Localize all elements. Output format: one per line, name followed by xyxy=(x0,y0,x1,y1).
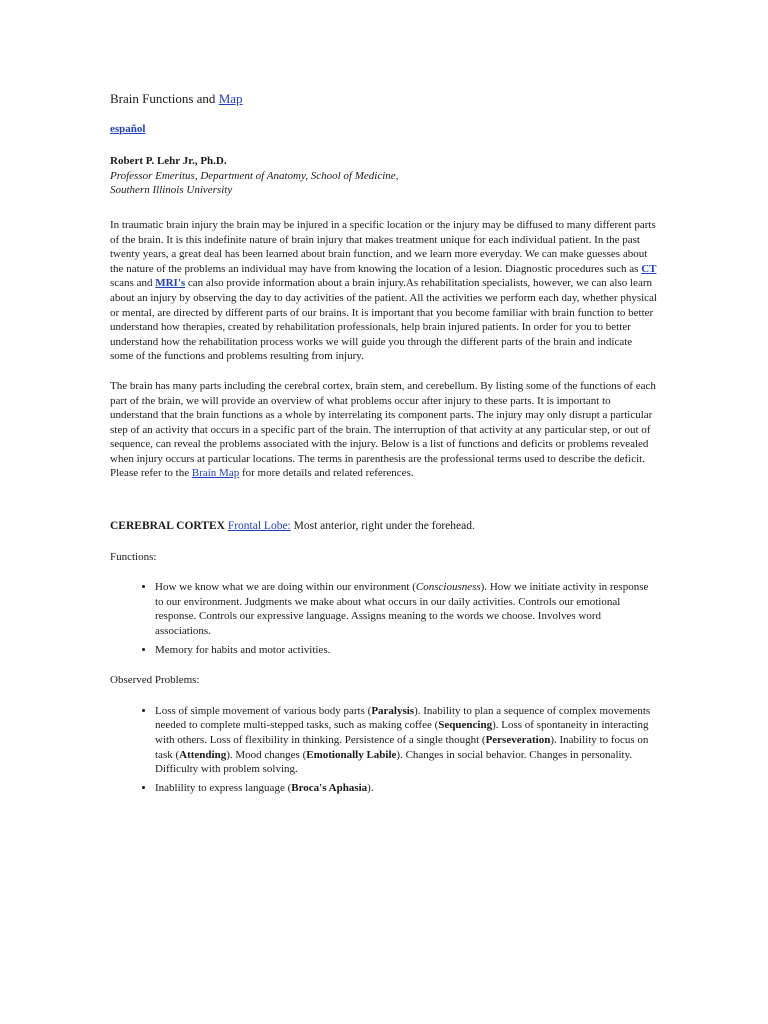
item-text: ). xyxy=(367,781,374,794)
term-perseveration: Perseveration xyxy=(485,734,551,746)
intro-text-2: scans and xyxy=(110,277,156,290)
author-name: Robert P. Lehr Jr., Ph.D. xyxy=(110,155,227,168)
term-paralysis: Paralysis xyxy=(371,704,415,717)
overview-paragraph xyxy=(110,379,658,481)
term-sequencing: Sequencing xyxy=(438,719,493,732)
page-title xyxy=(110,92,658,107)
item-text: Loss of simple movement of various body parts ( xyxy=(155,704,372,717)
frontal-lobe-link[interactable]: Frontal Lobe: xyxy=(227,520,291,533)
espanol-link[interactable]: español xyxy=(110,122,146,135)
title-text: Brain Functions and xyxy=(110,91,219,106)
author-role: Professor Emeritus, Department of Anatomy, School of Medicine, xyxy=(110,169,399,182)
section-lead: CEREBRAL CORTEX xyxy=(110,520,225,533)
functions-label: Functions: xyxy=(110,550,157,563)
document-content xyxy=(110,92,658,811)
item-text: ). Inability to plan a sequence of complex movements needed to complete multi-stepped tasks, such as making coffee ( xyxy=(155,704,651,732)
problems-label: Observed Problems: xyxy=(110,674,200,687)
mri-link[interactable]: MRI's xyxy=(155,277,186,290)
intro-text-1: In traumatic brain injury the brain may be injured in a specific location or the injury may be diffused to many different parts of the brain. It is this indefinite nature of brain injury that makes treatment unique for each individual patient. In the past twenty years, a great deal has been learned about brain function, and we learn more everyday. We can make guesses about the nature of the problems an individual may have from knowing the location of a lesion. Diagnostic procedures such as xyxy=(110,218,656,275)
author-block xyxy=(110,154,658,198)
item-text: How we know what we are doing within our environment ( xyxy=(155,581,416,594)
overview-text-2: for more details and related references. xyxy=(239,467,414,480)
list-item xyxy=(155,580,658,638)
item-text: ). Loss of spontaneity in interacting with others. Loss of flexibility in thinking. Persistence of a single thought ( xyxy=(155,719,649,746)
ct-link[interactable]: CT xyxy=(641,262,657,275)
list-item: • Memory for habits and motor activities. xyxy=(155,643,658,658)
item-text: ). Inability to focus on task ( xyxy=(155,734,649,761)
item-text: Inablility to express language ( xyxy=(155,781,292,794)
functions-list xyxy=(110,580,658,657)
list-item xyxy=(155,781,658,796)
author-org: Southern Illinois University xyxy=(110,184,233,197)
language-link-row xyxy=(110,122,658,137)
item-text: ). Changes in social behavior. Changes in personality. Difficulty with problem solving. xyxy=(155,748,633,776)
brain-map-link[interactable]: Brain Map xyxy=(191,467,240,480)
problems-list xyxy=(110,704,658,796)
term-brocas-aphasia: Broca's Aphasia xyxy=(291,781,368,794)
list-item xyxy=(155,704,658,777)
term-consciousness: Consciousness xyxy=(415,581,481,594)
item-text: ). Mood changes ( xyxy=(226,748,307,761)
intro-text-3: can also provide information about a brain injury.As rehabilitation specialists, however, we can also learn about an injury by observing the day to day activities of the patient. All the activities we perform each day, whether physical or mental, are directed by different parts of our brains. It is important that you become familiar with brain function to better understand how therapies, created by rehabilitation professionals, help brain injured patients. In order for you to better understand how the rehabilitation process works we will guide you through the different parts of the brain and indicate some of the functions and problems resulting from injury. xyxy=(110,277,657,363)
term-attending: Attending xyxy=(179,748,227,761)
term-emotionally-labile: Emotionally Labile xyxy=(306,748,397,761)
overview-text-1: The brain has many parts including the cerebral cortex, brain stem, and cerebellum. By listing some of the functions of each part of the brain, we will provide an overview of what problems occur after injury to these parts. It is important to understand that the brain functions as a whole by interrelating its component parts. The injury may only disrupt a particular step of an activity that occurs in a specific part of the brain. The interruption of that activity at any particular step, or out of sequence, can reveal the problems associated with the injury. Below is a list of functions and deficits or problems revealed when injury occurs at particular locations. The terms in parenthesis are the professional terms used to describe the deficit. Please refer to the xyxy=(110,379,656,480)
intro-paragraph xyxy=(110,218,658,364)
map-link[interactable]: Map xyxy=(218,91,243,106)
section-description: Most anterior, right under the forehead. xyxy=(290,520,475,533)
item-text: ). How we initiate activity in response to our environment. Judgments we make about what occurs in our daily activities. Controls our emotional response. Controls our expressive language. Assigns meaning to the words we choose. Involves word associations. xyxy=(155,581,649,638)
section-heading xyxy=(110,519,658,534)
